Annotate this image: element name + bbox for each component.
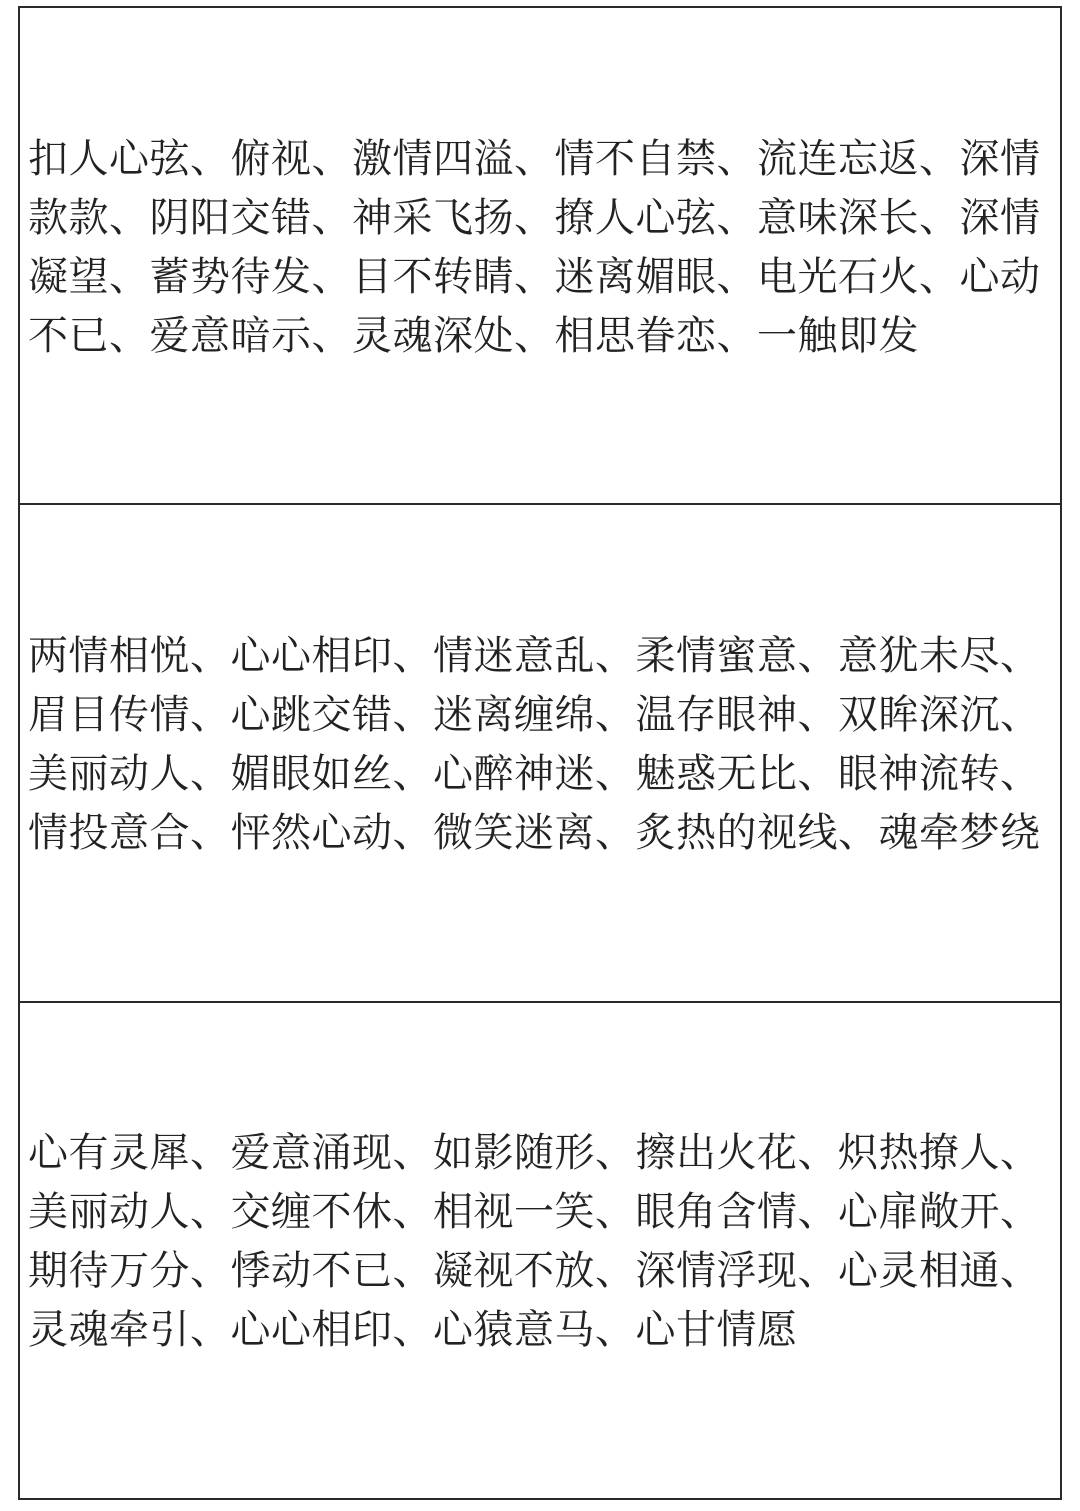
table-cell-text: 扣人心弦、俯视、激情四溢、情不自禁、流连忘返、深情款款、阴阳交错、神采飞扬、撩人心弦、意味深长、深情凝望、蓄势待发、目不转睛、迷离媚眼、电光石火、心动不已、爱意暗示、灵魂深处、相思眷恋、一触即发: [28, 135, 1041, 359]
table-cell-text: 两情相悦、心心相印、情迷意乱、柔情蜜意、意犹未尽、眉目传情、心跳交错、迷离缠绵、温存眼神、双眸深沉、美丽动人、媚眼如丝、心醉神迷、魅惑无比、眼神流转、情投意合、怦然心动、微笑迷离、炙热的视线、魂牵梦绕: [28, 632, 1041, 856]
table-row: [20, 8, 1060, 503]
table-cell-text: 心有灵犀、爱意涌现、如影随形、擦出火花、炽热撩人、美丽动人、交缠不休、相视一笑、眼角含情、心扉敞开、期待万分、悸动不已、凝视不放、深情浮现、心灵相通、灵魂牵引、心心相印、心猿意马、心甘情愿: [28, 1130, 1041, 1354]
table-row: [20, 1001, 1060, 1498]
word-table: [18, 6, 1062, 1500]
table-row: [20, 503, 1060, 1000]
